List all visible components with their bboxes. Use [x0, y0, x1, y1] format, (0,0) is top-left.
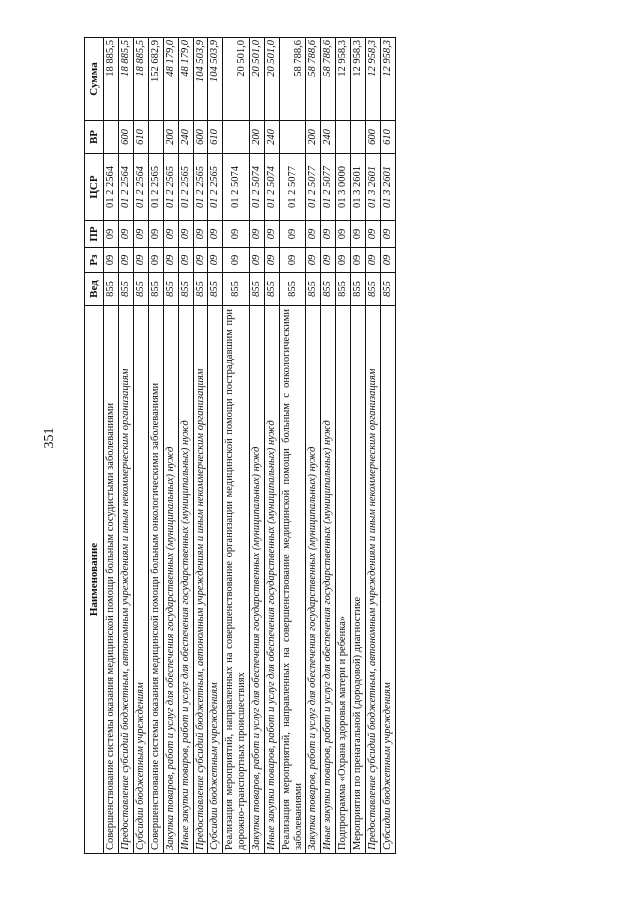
cell-vr [351, 121, 366, 154]
cell-name: Предоставление субсидий бюджетным, автономным учреждениям и иным некоммерческим организациям [365, 306, 380, 854]
header-ved: Вед [85, 273, 104, 306]
cell-vr: 610 [380, 121, 395, 154]
cell-name: Иные закупки товаров, работ и услуг для обеспечения государственных (муниципальных) нужд [321, 306, 336, 854]
cell-sum: 48 179,0 [163, 38, 178, 121]
header-name: Наименование [85, 306, 104, 854]
cell-rz: 09 [351, 248, 366, 273]
cell-vr [279, 121, 306, 154]
cell-name: Предоставление субсидий бюджетным, автономным учреждениям и иным некоммерческим организациям [193, 306, 208, 854]
cell-rz: 09 [306, 248, 321, 273]
cell-csr: 01 2 5077 [306, 154, 321, 221]
table-row [104, 38, 119, 854]
cell-rz: 09 [119, 248, 134, 273]
table-row [208, 38, 223, 854]
table-row [351, 38, 366, 854]
cell-name: Закупка товаров, работ и услуг для обеспечения государственных (муниципальных) нужд [306, 306, 321, 854]
cell-sum: 20 501,0 [250, 38, 265, 121]
cell-vr: 240 [178, 121, 193, 154]
cell-vr: 240 [321, 121, 336, 154]
cell-name: Субсидии бюджетным учреждениям [134, 306, 149, 854]
cell-ved: 855 [336, 273, 351, 306]
cell-vr [223, 121, 250, 154]
cell-rz: 09 [380, 248, 395, 273]
cell-pr: 09 [104, 221, 119, 248]
cell-csr: 01 3 0000 [336, 154, 351, 221]
cell-sum: 12 958,3 [336, 38, 351, 121]
table-row [149, 38, 164, 854]
cell-csr: 01 2 5077 [321, 154, 336, 221]
cell-rz: 09 [250, 248, 265, 273]
cell-csr: 01 2 5077 [279, 154, 306, 221]
cell-vr: 240 [264, 121, 279, 154]
header-vr: ВР [85, 121, 104, 154]
cell-sum: 104 503,9 [193, 38, 208, 121]
cell-rz: 09 [223, 248, 250, 273]
cell-vr: 610 [208, 121, 223, 154]
cell-vr: 600 [119, 121, 134, 154]
cell-sum: 104 503,9 [208, 38, 223, 121]
cell-pr: 09 [193, 221, 208, 248]
cell-pr: 09 [223, 221, 250, 248]
table-row [119, 38, 134, 854]
cell-vr: 200 [163, 121, 178, 154]
cell-sum: 152 682,9 [149, 38, 164, 121]
cell-name: Иные закупки товаров, работ и услуг для обеспечения государственных (муниципальных) нужд [178, 306, 193, 854]
cell-csr: 01 2 2565 [208, 154, 223, 221]
cell-ved: 855 [264, 273, 279, 306]
cell-pr: 09 [264, 221, 279, 248]
cell-name: Предоставление субсидий бюджетным, автономным учреждениям и иным некоммерческим организациям [119, 306, 134, 854]
table-body [104, 38, 395, 854]
cell-vr: 600 [193, 121, 208, 154]
cell-name: Закупка товаров, работ и услуг для обеспечения государственных (муниципальных) нужд [163, 306, 178, 854]
cell-pr: 09 [380, 221, 395, 248]
cell-name: Реализация мероприятий, направленных на совершенствование организации медицинской помощи пострадавшим при дорожно-транспортных происшествиях [223, 306, 250, 854]
cell-rz: 09 [336, 248, 351, 273]
cell-ved: 855 [119, 273, 134, 306]
cell-name: Совершенствование системы оказания медицинской помощи больным онкологическими заболеваниями [149, 306, 164, 854]
cell-csr: 01 2 2564 [119, 154, 134, 221]
table-row [279, 38, 306, 854]
cell-rz: 09 [104, 248, 119, 273]
cell-csr: 01 2 2564 [104, 154, 119, 221]
page-number: 351 [42, 427, 57, 449]
cell-sum: 18 885,5 [104, 38, 119, 121]
cell-rz: 09 [163, 248, 178, 273]
cell-rz: 09 [149, 248, 164, 273]
cell-sum: 58 788,6 [279, 38, 306, 121]
cell-ved: 855 [104, 273, 119, 306]
cell-pr: 09 [321, 221, 336, 248]
table-row [223, 38, 250, 854]
cell-sum: 58 788,6 [321, 38, 336, 121]
cell-name: Реализация мероприятий, направленных на совершенствование медицинской помощи больным с онкологическими заболеваниями [279, 306, 306, 854]
cell-rz: 09 [279, 248, 306, 273]
cell-pr: 09 [336, 221, 351, 248]
cell-sum: 48 179,0 [178, 38, 193, 121]
cell-ved: 855 [134, 273, 149, 306]
cell-csr: 01 3 2601 [365, 154, 380, 221]
cell-pr: 09 [306, 221, 321, 248]
cell-sum: 18 885,5 [134, 38, 149, 121]
cell-csr: 01 2 2565 [163, 154, 178, 221]
cell-csr: 01 2 2564 [134, 154, 149, 221]
cell-vr: 200 [250, 121, 265, 154]
cell-rz: 09 [264, 248, 279, 273]
table-row [134, 38, 149, 854]
cell-name: Совершенствование системы оказания медицинской помощи больным сосудистыми заболеваниями [104, 306, 119, 854]
cell-ved: 855 [351, 273, 366, 306]
table-row [264, 38, 279, 854]
cell-vr [104, 121, 119, 154]
cell-csr: 01 2 2565 [193, 154, 208, 221]
cell-rz: 09 [321, 248, 336, 273]
table-row [321, 38, 336, 854]
table-row [250, 38, 265, 854]
cell-name: Подпрограмма «Охрана здоровья матери и ребенка» [336, 306, 351, 854]
header-sum: Сумма [85, 38, 104, 121]
cell-ved: 855 [306, 273, 321, 306]
budget-table-container [84, 38, 594, 854]
cell-vr: 610 [134, 121, 149, 154]
cell-name: Закупка товаров, работ и услуг для обеспечения государственных (муниципальных) нужд [250, 306, 265, 854]
cell-pr: 09 [119, 221, 134, 248]
cell-rz: 09 [208, 248, 223, 273]
cell-name: Субсидии бюджетным учреждениям [208, 306, 223, 854]
cell-name: Субсидии бюджетным учреждениям [380, 306, 395, 854]
header-rz: Рз [85, 248, 104, 273]
table-row [163, 38, 178, 854]
table-row [336, 38, 351, 854]
cell-rz: 09 [365, 248, 380, 273]
cell-pr: 09 [134, 221, 149, 248]
cell-sum: 12 958,3 [380, 38, 395, 121]
cell-ved: 855 [223, 273, 250, 306]
cell-pr: 09 [149, 221, 164, 248]
cell-csr: 01 3 2601 [380, 154, 395, 221]
cell-ved: 855 [149, 273, 164, 306]
cell-ved: 855 [365, 273, 380, 306]
cell-name: Иные закупки товаров, работ и услуг для обеспечения государственных (муниципальных) нужд [264, 306, 279, 854]
cell-name: Мероприятия по пренатальной (дородовой) диагностике [351, 306, 366, 854]
table-row [178, 38, 193, 854]
cell-pr: 09 [365, 221, 380, 248]
cell-pr: 09 [250, 221, 265, 248]
cell-vr [336, 121, 351, 154]
cell-ved: 855 [163, 273, 178, 306]
cell-csr: 01 2 5074 [264, 154, 279, 221]
cell-vr [149, 121, 164, 154]
cell-pr: 09 [279, 221, 306, 248]
table-row [380, 38, 395, 854]
cell-rz: 09 [193, 248, 208, 273]
cell-csr: 01 2 2565 [149, 154, 164, 221]
cell-ved: 855 [250, 273, 265, 306]
cell-sum: 58 788,6 [306, 38, 321, 121]
cell-csr: 01 3 2601 [351, 154, 366, 221]
cell-vr: 200 [306, 121, 321, 154]
table-row [193, 38, 208, 854]
cell-ved: 855 [178, 273, 193, 306]
cell-sum: 20 501,0 [264, 38, 279, 121]
cell-sum: 18 885,5 [119, 38, 134, 121]
cell-rz: 09 [178, 248, 193, 273]
cell-pr: 09 [351, 221, 366, 248]
cell-csr: 01 2 2565 [178, 154, 193, 221]
cell-ved: 855 [208, 273, 223, 306]
table-row [306, 38, 321, 854]
table-row [365, 38, 380, 854]
cell-ved: 855 [380, 273, 395, 306]
cell-ved: 855 [193, 273, 208, 306]
cell-ved: 855 [321, 273, 336, 306]
cell-csr: 01 2 5074 [250, 154, 265, 221]
cell-csr: 01 2 5074 [223, 154, 250, 221]
cell-rz: 09 [134, 248, 149, 273]
cell-sum: 12 958,3 [365, 38, 380, 121]
budget-table [84, 37, 396, 854]
cell-pr: 09 [178, 221, 193, 248]
cell-pr: 09 [208, 221, 223, 248]
header-pr: ПР [85, 221, 104, 248]
header-csr: ЦСР [85, 154, 104, 221]
cell-ved: 855 [279, 273, 306, 306]
cell-sum: 20 501,0 [223, 38, 250, 121]
table-header-row [85, 38, 104, 854]
cell-sum: 12 958,3 [351, 38, 366, 121]
cell-pr: 09 [163, 221, 178, 248]
cell-vr: 600 [365, 121, 380, 154]
